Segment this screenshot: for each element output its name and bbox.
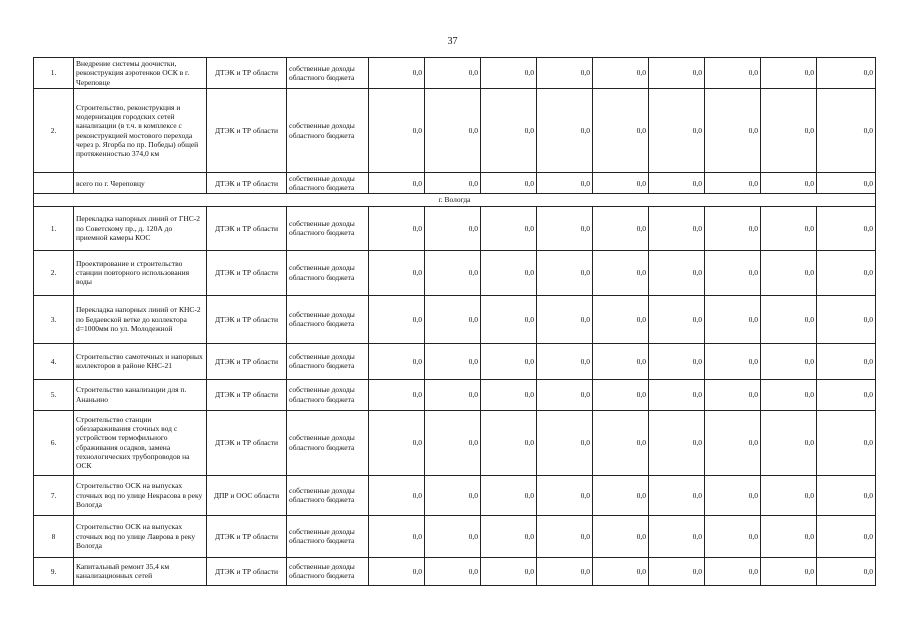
value-cell: 0,0 — [705, 410, 761, 475]
value-cell: 0,0 — [481, 410, 537, 475]
funding-source: собственные доходы областного бюджета — [287, 379, 369, 410]
value-cell: 0,0 — [425, 250, 481, 295]
value-cell: 0,0 — [369, 475, 425, 515]
table-row — [34, 379, 876, 410]
value-cell: 0,0 — [481, 206, 537, 250]
executor: ДПР и ООС области — [207, 475, 287, 515]
table-row — [34, 250, 876, 295]
row-number: 4. — [34, 343, 74, 379]
value-cell: 0,0 — [649, 58, 705, 89]
value-cell: 0,0 — [649, 250, 705, 295]
value-cell: 0,0 — [369, 379, 425, 410]
value-cell: 0,0 — [369, 58, 425, 89]
measure-name: Строительство ОСК на выпусках сточных вод по улице Лаврова в реку Вологда — [74, 515, 207, 557]
value-cell: 0,0 — [761, 89, 817, 173]
table-row — [34, 295, 876, 343]
measure-name: Строительство станции обеззараживания сточных вод с устройством термофильного сбраживания осадков, замена технологических трубопроводов на ОСК — [74, 410, 207, 475]
value-cell: 0,0 — [593, 295, 649, 343]
measure-name: Строительство самотечных и напорных коллекторов в районе КНС-21 — [74, 343, 207, 379]
value-cell: 0,0 — [537, 58, 593, 89]
value-cell: 0,0 — [593, 475, 649, 515]
value-cell: 0,0 — [425, 343, 481, 379]
row-number: 6. — [34, 410, 74, 475]
value-cell: 0,0 — [817, 250, 876, 295]
value-cell: 0,0 — [705, 475, 761, 515]
measure-name: Внедрение системы доочистки, реконструкция аэротенков ОСК в г. Череповце — [74, 58, 207, 89]
value-cell: 0,0 — [593, 250, 649, 295]
value-cell: 0,0 — [705, 295, 761, 343]
value-cell: 0,0 — [761, 206, 817, 250]
page-number: 37 — [447, 36, 458, 47]
value-cell: 0,0 — [705, 343, 761, 379]
value-cell: 0,0 — [425, 173, 481, 194]
row-number: 1. — [34, 58, 74, 89]
executor: ДТЭК и ТР области — [207, 89, 287, 173]
value-cell: 0,0 — [425, 410, 481, 475]
table-row — [34, 475, 876, 515]
funding-source: собственные доходы областного бюджета — [287, 295, 369, 343]
measure-name: Перекладка напорных линий от КНС-2 по Бедаевской ветке до коллектора d=1000мм по ул. Молодежной — [74, 295, 207, 343]
value-cell: 0,0 — [593, 206, 649, 250]
measure-name: Капитальный ремонт 35,4 км канализационных сетей — [74, 557, 207, 585]
value-cell: 0,0 — [817, 173, 876, 194]
value-cell: 0,0 — [649, 173, 705, 194]
value-cell: 0,0 — [593, 343, 649, 379]
value-cell: 0,0 — [481, 250, 537, 295]
executor: ДТЭК и ТР области — [207, 173, 287, 194]
measure-name: Проектирование и строительство станции повторного использования воды — [74, 250, 207, 295]
funding-source: собственные доходы областного бюджета — [287, 250, 369, 295]
row-number: 9. — [34, 557, 74, 585]
city-header: г. Вологда — [34, 194, 876, 206]
funding-source: собственные доходы областного бюджета — [287, 515, 369, 557]
row-number: 2. — [34, 250, 74, 295]
city-header-row — [34, 194, 876, 206]
value-cell: 0,0 — [705, 379, 761, 410]
measure-name: Перекладка напорных линий от ГНС-2 по Советскому пр., д. 120А до приемной камеры КОС — [74, 206, 207, 250]
value-cell: 0,0 — [593, 410, 649, 475]
executor: ДТЭК и ТР области — [207, 58, 287, 89]
value-cell: 0,0 — [425, 206, 481, 250]
value-cell: 0,0 — [593, 557, 649, 585]
value-cell: 0,0 — [425, 379, 481, 410]
executor: ДТЭК и ТР области — [207, 557, 287, 585]
funding-source: собственные доходы областного бюджета — [287, 343, 369, 379]
value-cell: 0,0 — [537, 250, 593, 295]
funding-source: собственные доходы областного бюджета — [287, 58, 369, 89]
value-cell: 0,0 — [761, 173, 817, 194]
executor: ДТЭК и ТР области — [207, 410, 287, 475]
value-cell: 0,0 — [705, 515, 761, 557]
measure-name: всего по г. Череповцу — [74, 173, 207, 194]
value-cell: 0,0 — [593, 58, 649, 89]
value-cell: 0,0 — [481, 475, 537, 515]
table-row — [34, 58, 876, 89]
value-cell: 0,0 — [761, 250, 817, 295]
value-cell: 0,0 — [817, 295, 876, 343]
value-cell: 0,0 — [649, 475, 705, 515]
table-row — [34, 89, 876, 173]
value-cell: 0,0 — [537, 557, 593, 585]
funding-source: собственные доходы областного бюджета — [287, 557, 369, 585]
row-number: 1. — [34, 206, 74, 250]
table-row — [34, 515, 876, 557]
value-cell: 0,0 — [537, 173, 593, 194]
value-cell: 0,0 — [537, 206, 593, 250]
value-cell: 0,0 — [481, 173, 537, 194]
budget-table — [33, 57, 876, 586]
funding-source: собственные доходы областного бюджета — [287, 475, 369, 515]
value-cell: 0,0 — [537, 475, 593, 515]
row-number: 7. — [34, 475, 74, 515]
value-cell: 0,0 — [481, 379, 537, 410]
value-cell: 0,0 — [593, 515, 649, 557]
value-cell: 0,0 — [817, 58, 876, 89]
executor: ДТЭК и ТР области — [207, 250, 287, 295]
value-cell: 0,0 — [649, 295, 705, 343]
value-cell: 0,0 — [481, 89, 537, 173]
table-row — [34, 410, 876, 475]
table-row — [34, 557, 876, 585]
value-cell: 0,0 — [481, 58, 537, 89]
value-cell: 0,0 — [481, 557, 537, 585]
value-cell: 0,0 — [761, 557, 817, 585]
value-cell: 0,0 — [481, 515, 537, 557]
funding-source: собственные доходы областного бюджета — [287, 206, 369, 250]
value-cell: 0,0 — [369, 557, 425, 585]
value-cell: 0,0 — [649, 410, 705, 475]
value-cell: 0,0 — [369, 295, 425, 343]
value-cell: 0,0 — [537, 89, 593, 173]
value-cell: 0,0 — [649, 379, 705, 410]
value-cell: 0,0 — [593, 89, 649, 173]
value-cell: 0,0 — [649, 206, 705, 250]
value-cell: 0,0 — [425, 58, 481, 89]
total-row — [34, 173, 876, 194]
value-cell: 0,0 — [705, 206, 761, 250]
funding-source: собственные доходы областного бюджета — [287, 173, 369, 194]
executor: ДТЭК и ТР области — [207, 515, 287, 557]
value-cell: 0,0 — [649, 557, 705, 585]
value-cell: 0,0 — [817, 379, 876, 410]
value-cell: 0,0 — [817, 89, 876, 173]
row-number: 8 — [34, 515, 74, 557]
value-cell: 0,0 — [537, 379, 593, 410]
value-cell: 0,0 — [481, 295, 537, 343]
value-cell: 0,0 — [537, 410, 593, 475]
value-cell: 0,0 — [369, 343, 425, 379]
value-cell: 0,0 — [761, 515, 817, 557]
value-cell: 0,0 — [817, 206, 876, 250]
value-cell: 0,0 — [705, 58, 761, 89]
value-cell: 0,0 — [817, 515, 876, 557]
value-cell: 0,0 — [705, 250, 761, 295]
value-cell: 0,0 — [761, 295, 817, 343]
measure-name: Строительство канализации для п. Ананьино — [74, 379, 207, 410]
value-cell: 0,0 — [481, 343, 537, 379]
value-cell: 0,0 — [369, 89, 425, 173]
value-cell: 0,0 — [537, 343, 593, 379]
value-cell: 0,0 — [369, 410, 425, 475]
value-cell: 0,0 — [425, 89, 481, 173]
table-row — [34, 206, 876, 250]
value-cell: 0,0 — [761, 379, 817, 410]
value-cell: 0,0 — [369, 515, 425, 557]
executor: ДТЭК и ТР области — [207, 343, 287, 379]
executor: ДТЭК и ТР области — [207, 295, 287, 343]
value-cell: 0,0 — [369, 173, 425, 194]
value-cell: 0,0 — [537, 515, 593, 557]
funding-source: собственные доходы областного бюджета — [287, 410, 369, 475]
value-cell: 0,0 — [761, 475, 817, 515]
value-cell: 0,0 — [537, 295, 593, 343]
value-cell: 0,0 — [817, 410, 876, 475]
value-cell: 0,0 — [593, 173, 649, 194]
value-cell: 0,0 — [817, 343, 876, 379]
value-cell: 0,0 — [369, 250, 425, 295]
value-cell: 0,0 — [425, 475, 481, 515]
executor: ДТЭК и ТР области — [207, 379, 287, 410]
value-cell: 0,0 — [649, 343, 705, 379]
value-cell: 0,0 — [425, 295, 481, 343]
table-row — [34, 343, 876, 379]
value-cell: 0,0 — [425, 557, 481, 585]
value-cell: 0,0 — [705, 89, 761, 173]
value-cell: 0,0 — [649, 89, 705, 173]
value-cell: 0,0 — [817, 475, 876, 515]
value-cell: 0,0 — [425, 515, 481, 557]
value-cell: 0,0 — [817, 557, 876, 585]
measure-name: Строительство, реконструкция и модернизация городских сетей канализации (в т.ч. в комплексе с реконструкцией мостового перехода через р. Ягорба по пр. Победы) общей протяженностью 374,0 км — [74, 89, 207, 173]
row-number: 5. — [34, 379, 74, 410]
value-cell: 0,0 — [593, 379, 649, 410]
value-cell: 0,0 — [761, 410, 817, 475]
value-cell: 0,0 — [705, 173, 761, 194]
executor: ДТЭК и ТР области — [207, 206, 287, 250]
measure-name: Строительство ОСК на выпусках сточных вод по улице Некрасова в реку Вологда — [74, 475, 207, 515]
row-number: 3. — [34, 295, 74, 343]
value-cell: 0,0 — [761, 58, 817, 89]
value-cell: 0,0 — [649, 515, 705, 557]
row-number — [34, 173, 74, 194]
value-cell: 0,0 — [761, 343, 817, 379]
value-cell: 0,0 — [369, 206, 425, 250]
row-number: 2. — [34, 89, 74, 173]
value-cell: 0,0 — [705, 557, 761, 585]
funding-source: собственные доходы областного бюджета — [287, 89, 369, 173]
